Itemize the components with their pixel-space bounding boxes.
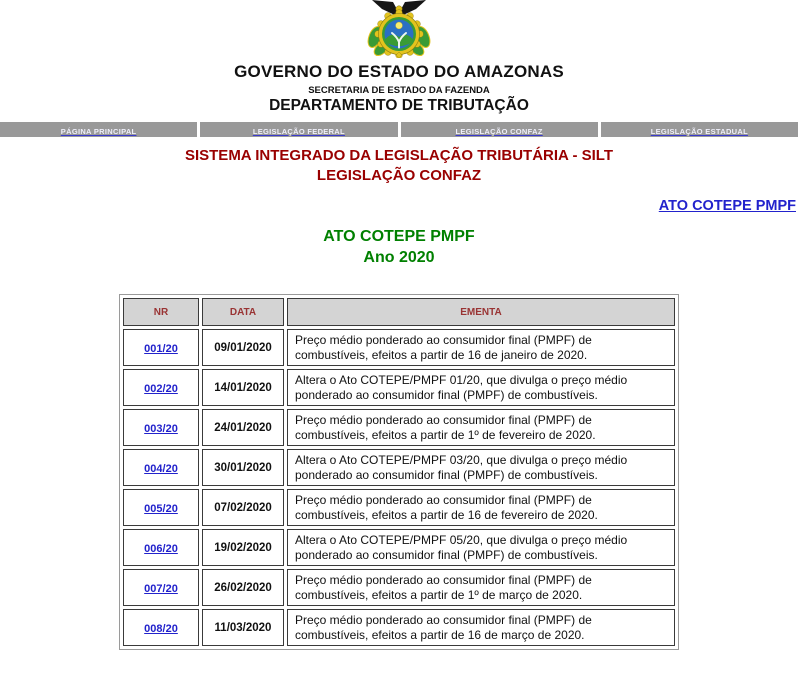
department-title: DEPARTAMENTO DE TRIBUTAÇÃO <box>269 97 529 114</box>
section-title: LEGISLAÇÃO CONFAZ <box>316 167 482 184</box>
top-link-row <box>0 197 798 215</box>
col-header-nr: NR <box>123 298 199 326</box>
act-number-link[interactable]: 008/20 <box>144 622 178 635</box>
col-header-ementa: EMENTA <box>287 298 675 326</box>
government-title: GOVERNO DO ESTADO DO AMAZONAS <box>234 62 564 81</box>
act-number-link[interactable]: 004/20 <box>144 462 178 475</box>
act-number-cell <box>123 529 199 566</box>
nav-item-legislacao-federal[interactable]: LEGISLAÇÃO FEDERAL <box>200 122 397 137</box>
act-number-cell <box>123 609 199 646</box>
table-row <box>123 369 675 406</box>
table-row <box>123 529 675 566</box>
amazonas-coat-of-arms-icon <box>354 0 444 58</box>
act-number-cell <box>123 489 199 526</box>
act-ementa: Altera o Ato COTEPE/PMPF 01/20, que divulga o preço médio ponderado ao consumidor final (PMPF) de combustíveis. <box>287 369 675 406</box>
act-number-cell <box>123 449 199 486</box>
act-date: 07/02/2020 <box>202 489 284 526</box>
table-row <box>123 609 675 646</box>
table-row <box>123 409 675 446</box>
act-number-link[interactable]: 001/20 <box>144 342 178 355</box>
col-header-data: DATA <box>202 298 284 326</box>
act-ementa: Preço médio ponderado ao consumidor final (PMPF) de combustíveis, efeitos a partir de 16 de março de 2020. <box>287 609 675 646</box>
act-number-cell <box>123 369 199 406</box>
act-number-link[interactable]: 005/20 <box>144 502 178 515</box>
act-ementa: Preço médio ponderado ao consumidor final (PMPF) de combustíveis, efeitos a partir de 16 de janeiro de 2020. <box>287 329 675 366</box>
act-date: 24/01/2020 <box>202 409 284 446</box>
table-row <box>123 449 675 486</box>
act-number-cell <box>123 569 199 606</box>
act-number-cell <box>123 329 199 366</box>
nav-item-legislacao-estadual[interactable]: LEGISLAÇÃO ESTADUAL <box>601 122 798 137</box>
page-title: ATO COTEPE PMPF <box>323 228 475 245</box>
act-date: 09/01/2020 <box>202 329 284 366</box>
system-title: SISTEMA INTEGRADO DA LEGISLAÇÃO TRIBUTÁRIA - SILT <box>184 147 614 164</box>
table-header-row <box>123 298 675 326</box>
nav-item-pagina-principal[interactable]: PÁGINA PRINCIPAL <box>0 122 197 137</box>
act-number-link[interactable]: 002/20 <box>144 382 178 395</box>
nav-item-legislacao-confaz[interactable]: LEGISLAÇÃO CONFAZ <box>401 122 598 137</box>
act-ementa: Preço médio ponderado ao consumidor final (PMPF) de combustíveis, efeitos a partir de 1º de fevereiro de 2020. <box>287 409 675 446</box>
act-number-cell <box>123 409 199 446</box>
act-date: 19/02/2020 <box>202 529 284 566</box>
act-date: 30/01/2020 <box>202 449 284 486</box>
act-date: 26/02/2020 <box>202 569 284 606</box>
act-ementa: Preço médio ponderado ao consumidor final (PMPF) de combustíveis, efeitos a partir de 16 de fevereiro de 2020. <box>287 489 675 526</box>
act-ementa: Preço médio ponderado ao consumidor final (PMPF) de combustíveis, efeitos a partir de 1º de março de 2020. <box>287 569 675 606</box>
table-row <box>123 569 675 606</box>
table-row <box>123 329 675 366</box>
act-date: 11/03/2020 <box>202 609 284 646</box>
act-ementa: Altera o Ato COTEPE/PMPF 03/20, que divulga o preço médio ponderado ao consumidor final (PMPF) de combustíveis. <box>287 449 675 486</box>
acts-table-body <box>123 329 675 646</box>
acts-table <box>119 294 679 650</box>
table-row <box>123 489 675 526</box>
act-ementa: Altera o Ato COTEPE/PMPF 05/20, que divulga o preço médio ponderado ao consumidor final (PMPF) de combustíveis. <box>287 529 675 566</box>
act-date: 14/01/2020 <box>202 369 284 406</box>
ato-cotepe-pmpf-link[interactable]: ATO COTEPE PMPF <box>658 198 796 214</box>
act-number-link[interactable]: 003/20 <box>144 422 178 435</box>
secretaria-subtitle: SECRETARIA DE ESTADO DA FAZENDA <box>308 85 490 96</box>
year-title: Ano 2020 <box>363 249 435 266</box>
act-number-link[interactable]: 006/20 <box>144 542 178 555</box>
page-header <box>0 0 798 115</box>
act-number-link[interactable]: 007/20 <box>144 582 178 595</box>
main-navbar <box>0 122 798 137</box>
